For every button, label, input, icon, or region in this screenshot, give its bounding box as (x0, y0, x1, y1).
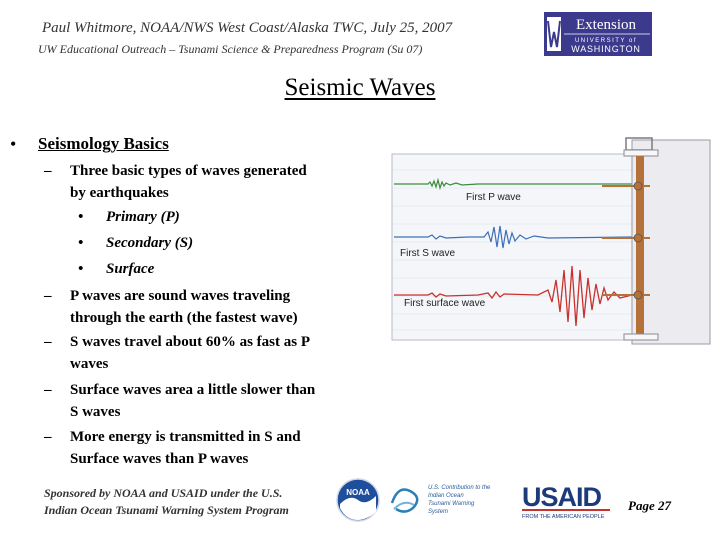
slide-title-text: Seismic Waves (284, 74, 436, 101)
p-wave-label: First P wave (466, 192, 521, 203)
noaa-text: NOAA (346, 488, 370, 497)
slide-title (0, 74, 720, 102)
bullet-icon: • (78, 209, 84, 225)
surface-wave-label: First surface wave (404, 298, 486, 309)
seismogram-paper (392, 154, 632, 340)
list-item-line: P waves are sound waves traveling (70, 288, 291, 304)
dash-icon: – (44, 163, 52, 179)
pen-tip-surface (634, 291, 642, 299)
page-number: Page 27 (628, 498, 671, 513)
uw-extension-logo (544, 12, 652, 56)
dash-icon: – (44, 288, 52, 304)
wave-type-label: Primary (P) (106, 209, 180, 225)
list-item-line: Three basic types of waves generated (70, 163, 307, 179)
drum-arm-bottom (624, 334, 658, 340)
noaa-logo (336, 478, 380, 522)
list-item-line: by earthquakes (70, 185, 169, 201)
iotws-line: U.S. Contribution to the (428, 485, 491, 491)
sponsor-footer (44, 485, 289, 519)
usaid-tagline: FROM THE AMERICAN PEOPLE (522, 514, 605, 520)
header-program-line: UW Educational Outreach – Tsunami Science & Preparedness Program (Su 07) (38, 42, 423, 56)
pen-tip-s (634, 234, 642, 242)
list-item-line: Surface waves area a little slower than (70, 382, 316, 398)
header-author-line: Paul Whitmore, NOAA/NWS West Coast/Alaska TWC, July 25, 2007 (42, 20, 453, 36)
list-item-line: waves (70, 356, 109, 372)
wave-type-label: Secondary (S) (106, 235, 194, 251)
list-item-line: Surface waves than P waves (70, 451, 249, 467)
usaid-logo (520, 478, 612, 520)
iotws-line: System (428, 509, 449, 515)
iotws-logo (388, 479, 516, 521)
drum-arm-top (624, 150, 658, 156)
logo-extension-text: Extension (576, 17, 636, 33)
footer-line: Indian Ocean Tsunami Warning System Program (44, 503, 289, 517)
iotws-line: Indian Ocean (428, 493, 464, 499)
section-heading: Seismology Basics (38, 134, 169, 153)
list-item-line: S waves (70, 404, 121, 420)
s-wave-label: First S wave (400, 248, 456, 259)
usaid-wordmark: USAID (522, 482, 602, 512)
seismograph-illustration (388, 130, 720, 350)
dash-icon: – (44, 334, 52, 350)
list-item-line: More energy is transmitted in S and (70, 429, 301, 445)
logo-university-text: UNIVERSITY of (574, 38, 638, 44)
dash-icon: – (44, 429, 52, 445)
wave-type-label: Surface (106, 261, 155, 277)
iotws-line: Tsunami Warning (428, 501, 475, 507)
bullet-icon: • (78, 261, 84, 277)
pen-tip-p (634, 182, 642, 190)
dash-icon: – (44, 382, 52, 398)
bullet-icon: • (10, 134, 17, 154)
list-item-line: S waves travel about 60% as fast as P (70, 334, 310, 350)
logo-washington-text: WASHINGTON (571, 44, 641, 54)
footer-line: Sponsored by NOAA and USAID under the U.S. (44, 486, 283, 500)
list-item-line: through the earth (the fastest wave) (70, 310, 298, 326)
bullet-icon: • (78, 235, 84, 251)
